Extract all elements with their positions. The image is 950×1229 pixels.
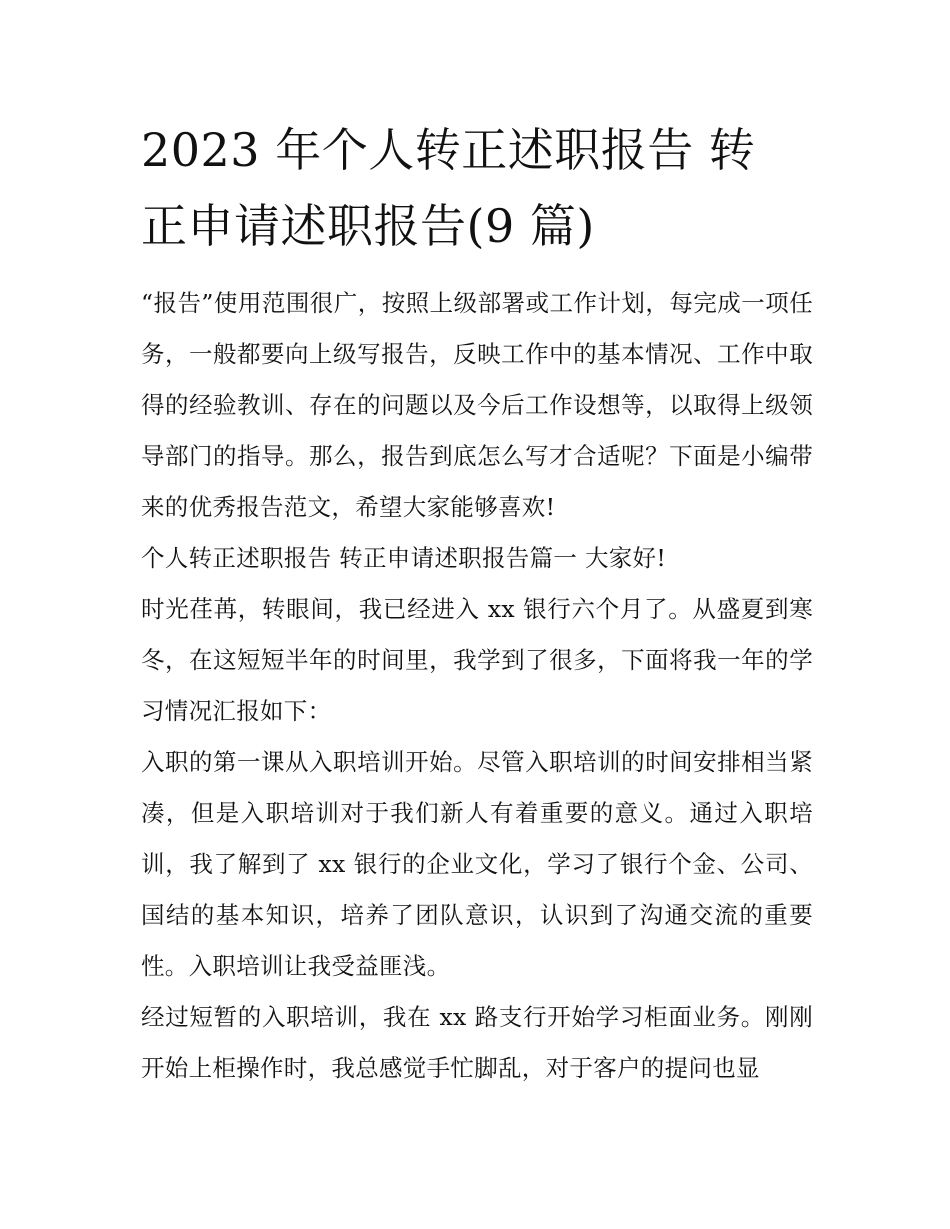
document-body <box>141 278 813 1094</box>
document-title-line-1: 2023 年个人转正述职报告 转 <box>141 123 756 177</box>
paragraph-counter-work: 经过短暂的入职培训，我在 xx 路支行开始学习柜面业务。刚刚开始上柜操作时，我总感觉手忙脚乱，对于客户的提问也显 <box>141 1003 813 1082</box>
document-title-line-2: 正申请述职报告(9 篇) <box>141 199 595 253</box>
document-page <box>141 112 813 1094</box>
document-title <box>141 112 813 264</box>
paragraph-time: 时光荏苒，转眼间，我已经进入 xx 银行六个月了。从盛夏到寒冬，在这短短半年的时间里，我学到了很多，下面将我一年的学习情况汇报如下： <box>141 595 813 725</box>
paragraph-intro: “报告”使用范围很广，按照上级部署或工作计划，每完成一项任务，一般都要向上级写报告，反映工作中的基本情况、工作中取得的经验教训、存在的问题以及今后工作设想等，以取得上级领导部门的指导。那么，报告到底怎么写才合适呢？下面是小编带来的优秀报告范文，希望大家能够喜欢! <box>141 289 813 521</box>
paragraph-section-heading: 个人转正述职报告 转正申请述职报告篇一 大家好! <box>141 544 667 572</box>
paragraph-training: 入职的第一课从入职培训开始。尽管入职培训的时间安排相当紧凑，但是入职培训对于我们新人有着重要的意义。通过入职培训，我了解到了 xx 银行的企业文化，学习了银行个金、公司、国结的基本知识，培养了团队意识，认识到了沟通交流的重要性。入职培训让我受益匪浅。 <box>141 748 813 980</box>
